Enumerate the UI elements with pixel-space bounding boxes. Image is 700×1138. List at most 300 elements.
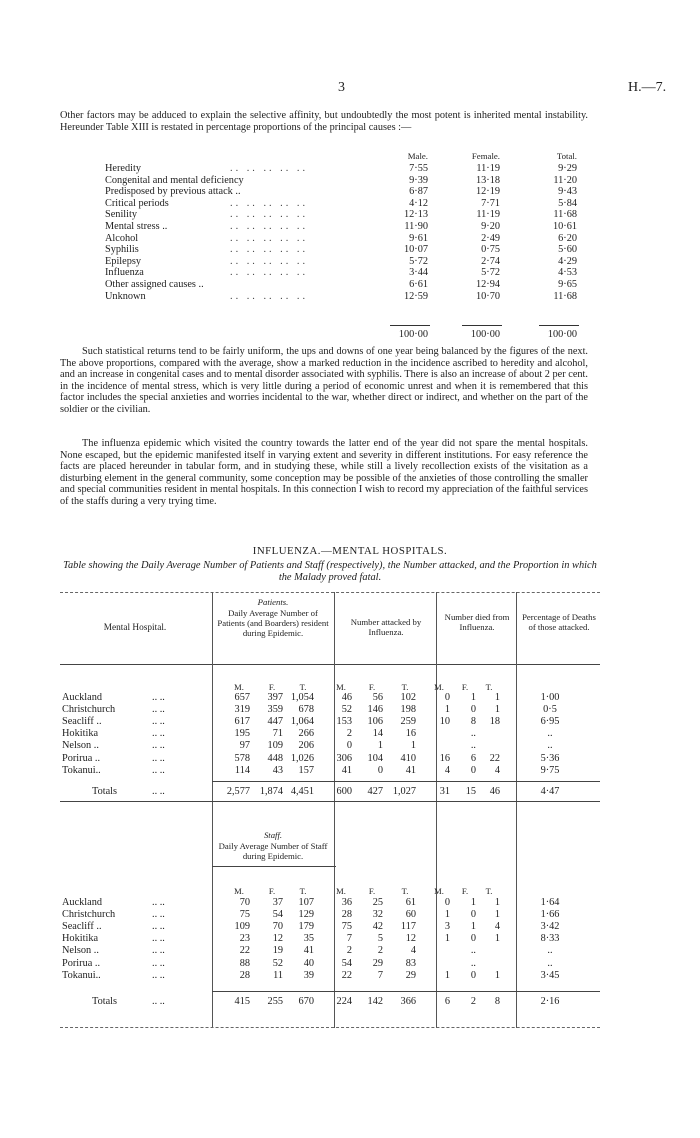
hospital-name: Hokitika [62, 728, 99, 740]
cell-pm: 109 [234, 921, 250, 933]
cause-row [80, 256, 580, 268]
cell-am: 28 [341, 909, 352, 921]
cell-af: 0 [377, 764, 383, 776]
total-pt: 4,451 [290, 786, 314, 797]
cell-at: 41 [405, 764, 416, 776]
hospital-name: Porirua .. [62, 957, 101, 969]
cell-at: 117 [400, 921, 416, 933]
cell-af: 5 [377, 933, 383, 945]
cell-dt: 18 [489, 716, 500, 728]
cell-pt: 1,026 [290, 752, 314, 764]
cause-total: 10·61 [552, 220, 577, 232]
cell-dm: 1 [444, 969, 450, 981]
cell-dt: 22 [489, 752, 500, 764]
cell-pm: 195 [234, 728, 250, 740]
leader-dots: .. .. .. .. .. [230, 255, 309, 267]
cell-pt: 206 [298, 740, 314, 752]
cell-pm: 114 [234, 764, 250, 776]
hospital-name: Nelson .. [62, 945, 99, 957]
cell-dt: 1 [494, 969, 500, 981]
section-title: INFLUENZA.—MENTAL HOSPITALS. [252, 545, 448, 557]
cause-female: 10·70 [475, 290, 500, 302]
cause-label: Heredity [105, 163, 142, 174]
causes-table-body [80, 163, 580, 302]
cell-am: 7 [346, 933, 352, 945]
cell-df: 1 [470, 692, 476, 703]
total-pf: 1,874 [259, 786, 283, 797]
cell-df: 6 [470, 752, 476, 764]
cell-pt: 157 [298, 764, 314, 776]
header-rule [60, 664, 600, 665]
cell-af: 7 [377, 969, 383, 981]
sub-heading: F. [368, 682, 376, 692]
hospital-name: Auckland [62, 692, 103, 703]
cell-dm: 1 [444, 909, 450, 921]
cell-pt: 1,064 [290, 716, 314, 728]
cell-percentage: .. [547, 957, 553, 969]
cell-at: 1 [410, 740, 416, 752]
causes-table [80, 151, 580, 340]
cause-row [80, 233, 580, 245]
cell-dm: 0 [444, 897, 450, 908]
cell-dm: 16 [439, 752, 450, 764]
cell-percentage: 8·33 [540, 933, 560, 945]
cell-df: 8 [470, 716, 476, 728]
sub-heading: M. [434, 682, 444, 692]
cause-total: 6·20 [558, 232, 577, 244]
cell-pf: 448 [267, 752, 283, 764]
cell-pf: 54 [272, 909, 283, 921]
leader-dots: .. .. [152, 996, 165, 1007]
sub-heading: T. [485, 682, 493, 692]
cell-pf: 397 [267, 692, 283, 703]
cell-dm: 1 [444, 704, 450, 716]
cell-df: .. [470, 740, 476, 752]
cause-row [80, 291, 580, 303]
total-dt: 46 [489, 786, 500, 797]
cell-percentage: 3·42 [540, 921, 560, 933]
leader-dots: .. .. [152, 764, 165, 776]
cause-label: Alcohol [105, 232, 139, 244]
cause-total: 11·20 [553, 174, 577, 186]
cause-total: 5·60 [558, 244, 577, 256]
leader-dots: .. .. .. .. .. [230, 163, 309, 174]
cause-label: Syphilis [105, 244, 139, 256]
head-died: Number died from Influenza. [444, 612, 510, 632]
total-af: 142 [367, 996, 383, 1007]
cell-am: 2 [346, 728, 352, 740]
cause-female: 11·19 [476, 163, 500, 174]
sub-heading: T. [299, 886, 307, 896]
cell-dm: 3 [444, 921, 450, 933]
cell-pf: 12 [272, 933, 283, 945]
cell-am: 153 [336, 716, 352, 728]
leader-dots: .. .. [152, 728, 165, 740]
cell-df: 0 [470, 764, 476, 776]
cause-row [80, 186, 580, 198]
col-total: Total. [556, 151, 577, 161]
cause-female: 12·94 [475, 278, 500, 290]
cell-am: 41 [341, 764, 352, 776]
cell-pt: 678 [298, 704, 314, 716]
page-number: 3 [338, 80, 345, 95]
head-attacked: Number attacked by Influenza. [350, 617, 422, 637]
cell-percentage: .. [547, 945, 553, 957]
cell-af: 32 [372, 909, 383, 921]
total-af: 427 [367, 786, 383, 797]
cell-at: 29 [405, 969, 416, 981]
col-divider [212, 814, 213, 1028]
cell-df: 0 [470, 969, 476, 981]
cause-row [80, 163, 580, 175]
cell-at: 102 [400, 692, 416, 703]
cell-percentage: 6·95 [540, 716, 560, 728]
leader-dots: .. .. [152, 969, 165, 981]
totals-label: Totals [92, 996, 118, 1007]
total-at: 366 [400, 996, 416, 1007]
cell-am: 75 [341, 921, 352, 933]
cell-pm: 617 [234, 716, 250, 728]
intro-paragraph: Other factors may be adduced to explain the selective affinity, but undoubtedly the most potent is inherited mental instability. Hereunder Table XIII is restated in percentage proportions of the principal causes :— [60, 110, 588, 133]
leader-dots: .. .. [152, 704, 165, 716]
cell-af: 14 [372, 728, 383, 740]
cell-df: .. [470, 728, 476, 740]
sub-heading: F. [461, 682, 469, 692]
cause-label: Critical periods [105, 197, 169, 209]
cause-label: Epilepsy [105, 255, 142, 267]
cause-row [80, 175, 580, 187]
leader-dots: .. .. [152, 740, 165, 752]
cell-at: 60 [405, 909, 416, 921]
leader-dots: .. .. [152, 909, 165, 921]
leader-dots: .. .. .. .. .. [230, 267, 309, 279]
cell-af: 146 [367, 704, 383, 716]
cell-pm: 657 [234, 692, 250, 703]
staff-header-rule [212, 866, 336, 867]
hospital-name: Seacliff .. [62, 716, 102, 728]
cell-pf: 11 [273, 969, 283, 981]
cell-pt: 41 [303, 945, 314, 957]
head-patients-title: Patients. [257, 597, 289, 607]
cell-percentage: 3·45 [540, 969, 560, 981]
cell-am: 36 [341, 897, 352, 908]
cell-af: 104 [367, 752, 383, 764]
cause-female: 2·74 [481, 255, 500, 267]
cell-am: 2 [346, 945, 352, 957]
cause-row [80, 279, 580, 291]
cell-af: 106 [367, 716, 383, 728]
head-staff-title: Staff. [263, 830, 283, 840]
total-rule [539, 325, 579, 326]
total-rule [390, 325, 430, 326]
leader-dots: .. .. [152, 716, 165, 728]
cell-pf: 109 [267, 740, 283, 752]
cell-pt: 129 [298, 909, 314, 921]
cause-total: 11·68 [553, 290, 577, 302]
cell-pm: 75 [239, 909, 250, 921]
totals-rule [212, 781, 600, 782]
cause-total: 9·29 [558, 163, 577, 174]
cause-male: 12·13 [403, 209, 428, 221]
cell-at: 61 [405, 897, 416, 908]
cell-dt: 1 [494, 897, 500, 908]
total-pm: 2,577 [226, 786, 250, 797]
cell-df: 0 [470, 933, 476, 945]
cause-row [80, 221, 580, 233]
cell-pf: 359 [267, 704, 283, 716]
cause-female: 9·20 [481, 220, 500, 232]
hospital-name: Nelson .. [62, 740, 99, 752]
sub-heading: T. [299, 682, 307, 692]
cell-dt: 4 [494, 764, 500, 776]
sub-heading: M. [336, 886, 346, 896]
leader-dots: .. .. .. .. .. [230, 220, 309, 232]
cause-label: Congenital and mental deficiency [105, 174, 244, 186]
cell-at: 12 [405, 933, 416, 945]
causes-table-header [80, 151, 580, 163]
head-percentage: Percentage of Deaths of those attacked. [522, 612, 596, 632]
cell-pt: 40 [303, 957, 314, 969]
cell-pf: 52 [272, 957, 283, 969]
sub-heading: T. [401, 886, 409, 896]
cell-percentage: 9·75 [540, 764, 560, 776]
cause-male: 12·59 [403, 290, 428, 302]
total-pm: 415 [234, 996, 250, 1007]
influenza-paragraph: The influenza epidemic which visited the country towards the latter end of the year did not spare the mental hospitals. None escaped, but the epidemic manifested itself in varying extent and severity in different institutions. For easy reference the facts are placed hereunder in tabular form, and in studying these, while still a lively recollection exists of the visitation as a disturbing element in the general community, some conception may be possible of the anxieties of those controlling the smaller and special communities resident in mental hospitals. In this connection I wish to record my appreciation of the faithful services of the staffs during a very trying time. [60, 438, 588, 507]
cell-af: 56 [372, 692, 383, 703]
col-male: Male. [407, 151, 428, 161]
leader-dots: .. .. [152, 957, 165, 969]
statistics-paragraph: Such statistical returns tend to be fairly uniform, the ups and downs of one year being balanced by the figures of the next. The above proportions, compared with the average, show a marked reduction in the incidence ascribed to heredity and alcohol, and an increase in congenital cases and to mental disorder associated with syphilis. There is also an increase of about 2 per cent. in the incidence of mental stress, which is very little during a period of economic unrest and when it is remembered that this factor includes the special anxieties and worries incidental to the war, whether direct or indirect, and whether on the part of the soldier or the civilian. [60, 346, 588, 415]
cell-pt: 35 [303, 933, 314, 945]
head-hospital: Mental Hospital. [103, 623, 167, 633]
cell-pm: 28 [239, 969, 250, 981]
sub-heading: T. [401, 682, 409, 692]
table-top-rule [60, 592, 600, 593]
cause-label: Predisposed by previous attack .. [105, 186, 241, 198]
cause-female: 5·72 [481, 267, 500, 279]
cause-female: 11·19 [476, 209, 500, 221]
cell-percentage: 1·00 [540, 692, 560, 703]
leader-dots: .. .. [152, 692, 165, 703]
cell-dt: 1 [494, 909, 500, 921]
cell-df: .. [470, 957, 476, 969]
head-staff: Daily Average Number of Staff during Epidemic. [218, 841, 328, 861]
cell-pf: 70 [272, 921, 283, 933]
cause-male: 5·72 [409, 255, 428, 267]
cause-label: Influenza [105, 267, 144, 279]
sub-heading: M. [336, 682, 346, 692]
total-df: 2 [470, 996, 476, 1007]
cell-pt: 179 [298, 921, 314, 933]
total-am: 600 [336, 786, 352, 797]
cell-dm: 4 [444, 764, 450, 776]
cause-male: 3·44 [409, 267, 428, 279]
total-percentage: 4·47 [540, 786, 560, 797]
cell-percentage: 1·66 [540, 909, 560, 921]
cause-label: Senility [105, 209, 138, 221]
cell-percentage: .. [547, 728, 553, 740]
cell-percentage: .. [547, 740, 553, 752]
sub-heading: T. [485, 886, 493, 896]
cell-pf: 19 [272, 945, 283, 957]
cause-total: 11·68 [553, 209, 577, 221]
document-reference: H.—7. [628, 80, 667, 95]
cell-df: 0 [470, 909, 476, 921]
cell-at: 198 [400, 704, 416, 716]
leader-dots: .. .. [152, 786, 165, 797]
cause-female: 13·18 [475, 174, 500, 186]
cell-percentage: 1·64 [540, 897, 560, 908]
hospital-name: Christchurch [62, 704, 116, 716]
hospital-name: Seacliff .. [62, 921, 102, 933]
cause-total: 4·53 [558, 267, 577, 279]
sub-heading: F. [368, 886, 376, 896]
cell-dm: 0 [444, 692, 450, 703]
totals-label: Totals [92, 786, 118, 797]
cause-label: Mental stress .. [105, 220, 168, 232]
cause-male: 10·07 [403, 244, 428, 256]
cell-dt: 1 [494, 704, 500, 716]
cause-row [80, 267, 580, 279]
total-male: 100·00 [398, 329, 428, 340]
cell-am: 46 [341, 692, 352, 703]
hospital-name: Porirua .. [62, 752, 101, 764]
sub-heading: M. [234, 682, 244, 692]
cause-female: 0·75 [481, 244, 500, 256]
hospital-name: Christchurch [62, 909, 116, 921]
sub-heading: F. [268, 886, 276, 896]
cell-af: 42 [372, 921, 383, 933]
cell-pt: 39 [303, 969, 314, 981]
cell-pf: 71 [272, 728, 283, 740]
cell-af: 29 [372, 957, 383, 969]
leader-dots: .. .. [152, 933, 165, 945]
cell-percentage: 0·5 [543, 704, 557, 716]
total-pf: 255 [267, 996, 283, 1007]
hospital-name: Auckland [62, 897, 103, 908]
cause-label: Unknown [105, 290, 146, 302]
cause-total: 5·84 [558, 197, 577, 209]
cause-row [80, 209, 580, 221]
sub-heading: M. [434, 886, 444, 896]
total-dm: 31 [439, 786, 450, 797]
total-rule [462, 325, 502, 326]
staff-totals-rule [212, 991, 600, 992]
total-female: 100·00 [470, 329, 500, 340]
cause-male: 4·12 [409, 197, 428, 209]
cell-pf: 447 [267, 716, 283, 728]
cell-af: 25 [372, 897, 383, 908]
leader-dots: .. .. .. .. .. [230, 244, 309, 256]
cause-total: 9·43 [558, 186, 577, 198]
hospital-name: Tokanui.. [62, 764, 101, 776]
col-female: Female. [471, 151, 500, 161]
total-total: 100·00 [547, 329, 577, 340]
cell-at: 259 [400, 716, 416, 728]
cause-female: 12·19 [475, 186, 500, 198]
cell-at: 410 [400, 752, 416, 764]
cell-df: 1 [470, 921, 476, 933]
patients-bottom-rule [60, 801, 600, 802]
cause-male: 7·55 [409, 163, 428, 174]
cause-female: 2·49 [481, 232, 500, 244]
cause-total: 9·65 [558, 278, 577, 290]
cell-pm: 578 [234, 752, 250, 764]
cause-female: 7·71 [481, 197, 500, 209]
cell-pf: 43 [272, 764, 283, 776]
leader-dots: .. .. .. .. .. [230, 232, 309, 244]
table-bottom-rule [60, 1027, 600, 1028]
cell-at: 83 [405, 957, 416, 969]
sub-heading: F. [461, 886, 469, 896]
cause-male: 9·61 [409, 232, 428, 244]
cause-row [80, 198, 580, 210]
cell-df: 0 [470, 704, 476, 716]
leader-dots: .. .. .. .. .. [230, 209, 309, 221]
cell-am: 52 [341, 704, 352, 716]
head-patients: Daily Average Number of Patients (and Boarders) resident during Epidemic. [217, 608, 329, 638]
cause-male: 11·90 [404, 220, 428, 232]
hospital-name: Tokanui.. [62, 969, 101, 981]
cell-dm: 1 [444, 933, 450, 945]
total-am: 224 [336, 996, 352, 1007]
cell-df: 1 [470, 897, 476, 908]
cell-pf: 37 [272, 897, 283, 908]
cell-df: .. [470, 945, 476, 957]
cause-row [80, 244, 580, 256]
cell-pm: 22 [239, 945, 250, 957]
cell-am: 22 [341, 969, 352, 981]
total-dt: 8 [494, 996, 500, 1007]
causes-total-row [80, 329, 580, 341]
section-subtitle: Table showing the Daily Average Number of Patients and Staff (respectively), the Number attacked, and the Proportion in which the Malady proved fatal. [63, 560, 597, 583]
total-pt: 670 [298, 996, 314, 1007]
total-dm: 6 [444, 996, 450, 1007]
cell-am: 306 [336, 752, 352, 764]
cell-af: 2 [377, 945, 383, 957]
cell-am: 0 [346, 740, 352, 752]
cell-pt: 1,054 [290, 692, 314, 703]
cell-pm: 319 [234, 704, 250, 716]
cell-dm: 10 [439, 716, 450, 728]
cause-male: 6·87 [409, 186, 428, 198]
sub-heading: M. [234, 886, 244, 896]
cell-pm: 23 [239, 933, 250, 945]
hospital-name: Hokitika [62, 933, 99, 945]
total-df: 15 [465, 786, 476, 797]
total-at: 1,027 [392, 786, 416, 797]
leader-dots: .. .. [152, 921, 165, 933]
total-percentage: 2·16 [540, 996, 560, 1007]
cell-dt: 1 [494, 933, 500, 945]
cell-dt: 1 [494, 692, 500, 703]
col-divider [516, 814, 517, 1028]
cell-pm: 97 [239, 740, 250, 752]
cell-at: 4 [410, 945, 416, 957]
cause-male: 6·61 [409, 278, 428, 290]
cell-pt: 266 [298, 728, 314, 740]
cause-male: 9·39 [409, 174, 428, 186]
leader-dots: .. .. [152, 752, 165, 764]
leader-dots: .. .. [152, 945, 165, 957]
leader-dots: .. .. .. .. .. [230, 197, 309, 209]
cell-pt: 107 [298, 897, 314, 908]
cell-dt: 4 [494, 921, 500, 933]
cell-percentage: 5·36 [540, 752, 560, 764]
cell-pm: 70 [239, 897, 250, 908]
cause-total: 4·29 [558, 255, 577, 267]
